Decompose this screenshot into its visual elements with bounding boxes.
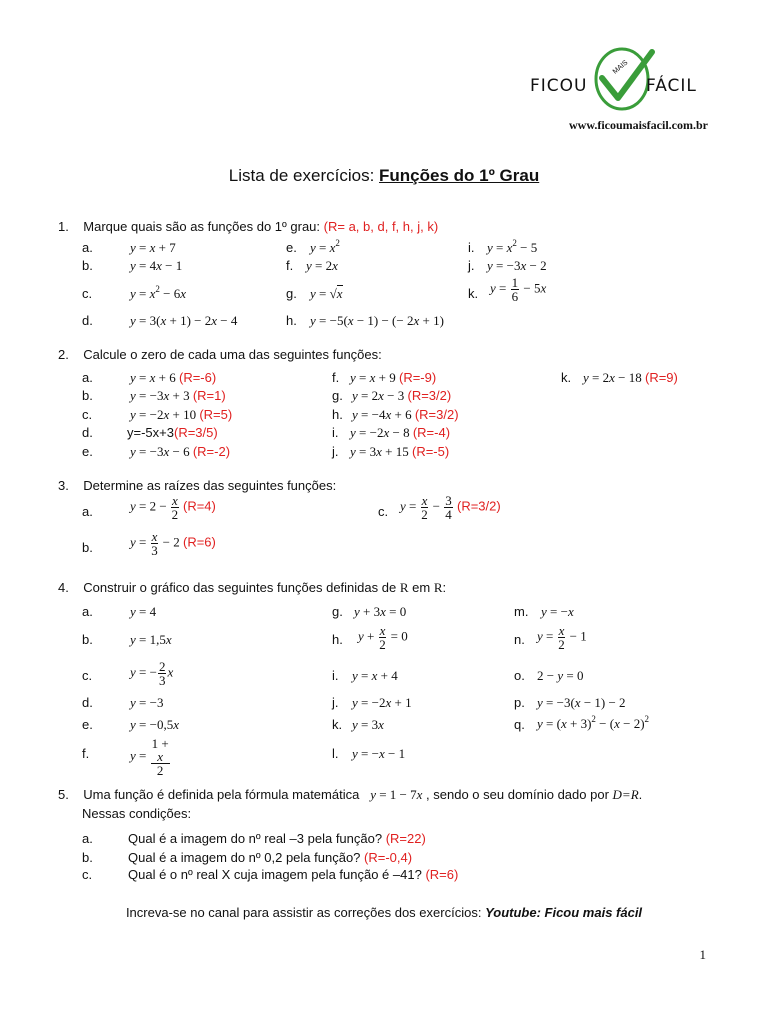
q1-b-expr: y = 4x − 1 [130, 258, 183, 273]
q4-e-expr: y = −0,5x [130, 717, 179, 732]
youtube-link[interactable]: Youtube: Ficou mais fácil [485, 905, 643, 920]
q2-b-expr: y = −3x + 3 (R=1) [130, 388, 226, 403]
q4-l-expr: y = −x − 1 [352, 746, 406, 761]
q5-heading: 5. Uma função é definida pela fórmula matemática y = 1 − 7x , sendo o seu domínio dado por D=R. [58, 787, 643, 802]
q1-k-expr: y = $\frac{1}{6}$ − 5x [490, 275, 547, 304]
q1-a: a. [82, 240, 93, 255]
q4-c: c. [82, 668, 93, 683]
q5-a-text: Qual é a imagem do nº real –3 pela função? (R=22) [128, 831, 426, 846]
page-number: 1 [699, 947, 706, 962]
q1-text: Marque quais são as funções do 1º grau: [83, 219, 321, 234]
q2-j: j. [332, 444, 339, 459]
q1-j: j. [468, 258, 475, 273]
q1-d-expr: y = 3(x + 1) − 2x − 4 [130, 313, 238, 328]
q3-b-expr: y = $\frac{x}{3}$ − 2 (R=6) [130, 529, 216, 558]
q1-d: d. [82, 313, 93, 328]
q4-c-expr: y = − $\frac{2}{3}$ x [130, 659, 174, 688]
q1-c-expr: $y = x^2 - 6x$ [130, 284, 187, 301]
q4-p-expr: y = −3(x − 1) − 2 [537, 695, 626, 710]
q1-e-expr: $y = x^2$ [310, 238, 340, 255]
q4-k-expr: y = 3x [352, 717, 384, 732]
q3-a-expr: y = 2 − $\frac{x}{2}$ (R=4) [130, 493, 216, 522]
website-url: www.ficoumaisfacil.com.br [569, 118, 708, 132]
q4-n-expr: y = $\frac{x}{2}$ − 1 [537, 623, 587, 652]
q2-g: g. [332, 388, 343, 403]
q4-n: n. [514, 632, 525, 647]
q2-i-expr: y = −2x − 8 (R=-4) [350, 425, 451, 440]
q1-g-expr: y = √x [310, 286, 343, 301]
q2-d-expr: y=-5x+3(R=3/5) [127, 425, 218, 440]
q3-a: a. [82, 504, 93, 519]
q1-heading [58, 219, 438, 234]
logo-badge: MAIS [611, 59, 630, 76]
q4-m: m. [514, 604, 529, 619]
q3-c-expr: y = $\frac{x}{2}$ − $\frac{3}{4}$ (R=3/2) [400, 493, 501, 522]
q1-f: f. [286, 258, 294, 273]
q2-c-expr: y = −2x + 10 (R=5) [130, 407, 233, 422]
q4-g: g. [332, 604, 343, 619]
q5-c-text: Qual é o nº real X cuja imagem pela função é –41? (R=6) [128, 867, 459, 882]
q2-k-expr: y = 2x − 18 (R=9) [583, 370, 678, 385]
q4-i: i. [332, 668, 339, 683]
q2-e-expr: y = −3x − 6 (R=-2) [130, 444, 231, 459]
q4-heading: 4. Construir o gráfico das seguintes funções definidas de R em R: [58, 580, 447, 595]
q2-k: k. [561, 370, 572, 385]
title-prefix: Lista de exercícios: [228, 166, 380, 185]
q3-c: c. [378, 504, 389, 519]
logo-text-right: FÁCIL [646, 76, 697, 96]
q2-h: h. [332, 407, 343, 422]
q2-a: a. [82, 370, 93, 385]
q2-i: i. [332, 425, 339, 440]
q4-g-expr: y + 3x = 0 [354, 604, 407, 619]
q4-i-expr: y = x + 4 [352, 668, 398, 683]
q4-b-expr: y = 1,5x [130, 632, 172, 647]
q4-o-expr: 2 − y = 0 [537, 668, 584, 683]
q4-j-expr: y = −2x + 1 [352, 695, 412, 710]
q4-b: b. [82, 632, 93, 647]
q4-f-expr: y = 1 + x 2 [130, 736, 169, 778]
q3-heading: 3. Determine as raízes das seguintes funções: [58, 478, 337, 493]
q4-q: q. [514, 717, 525, 732]
title-bold: Funções do 1º Grau [379, 166, 540, 185]
q5-c: c. [82, 867, 93, 882]
q1-i: i. [468, 240, 475, 255]
q5-b: b. [82, 850, 93, 865]
q1-number: 1. [58, 219, 69, 234]
q2-f-expr: y = x + 9 (R=-9) [350, 370, 437, 385]
q2-heading: 2. Calcule o zero de cada uma das seguintes funções: [58, 347, 382, 362]
q4-a: a. [82, 604, 93, 619]
q2-g-expr: y = 2x − 3 (R=3/2) [352, 388, 452, 403]
q3-b: b. [82, 540, 93, 555]
q1-c: c. [82, 286, 93, 301]
q2-f: f. [332, 370, 340, 385]
footer-note: Increva-se no canal para assistir as correções dos exercícios: Youtube: Ficou mais fácil [125, 905, 643, 920]
q5-subheading: Nessas condições: [82, 806, 192, 821]
q4-j: j. [332, 695, 339, 710]
q4-q-expr: $y = (x + 3)^2 - (x - 2)^2$ [537, 714, 650, 731]
q4-d: d. [82, 695, 93, 710]
logo-text-left: FICOU [530, 76, 588, 96]
q4-o: o. [514, 668, 525, 683]
q5-a: a. [82, 831, 93, 846]
page-title [0, 166, 768, 186]
q4-m-expr: y = −x [541, 604, 574, 619]
q1-h-expr: y = −5(x − 1) − (− 2x + 1) [310, 313, 444, 328]
q4-l: l. [332, 746, 339, 761]
q4-a-expr: y = 4 [130, 604, 157, 619]
q4-h-expr: y + $\frac{x}{2}$ = 0 [358, 623, 408, 652]
q4-e: e. [82, 717, 93, 732]
q2-d: d. [82, 425, 93, 440]
q2-j-expr: y = 3x + 15 (R=-5) [350, 444, 450, 459]
q2-b: b. [82, 388, 93, 403]
q2-a-expr: y = x + 6 (R=-6) [130, 370, 217, 385]
q1-f-expr: y = 2x [306, 258, 338, 273]
q1-e: e. [286, 240, 297, 255]
q2-h-expr: y = −4x + 6 (R=3/2) [352, 407, 459, 422]
q1-g: g. [286, 286, 297, 301]
q4-h: h. [332, 632, 343, 647]
q5-b-text: Qual é a imagem do nº 0,2 pela função? (R=-0,4) [128, 850, 413, 865]
q1-k: k. [468, 286, 479, 301]
q1-a-expr: y = x + 7 [130, 240, 176, 255]
q2-e: e. [82, 444, 93, 459]
q4-d-expr: y = −3 [130, 695, 164, 710]
q1-answer: (R= a, b, d, f, h, j, k) [323, 219, 439, 234]
q1-j-expr: y = −3x − 2 [487, 258, 547, 273]
q1-h: h. [286, 313, 297, 328]
q4-k: k. [332, 717, 343, 732]
q4-f: f. [82, 746, 90, 761]
logo [528, 46, 708, 116]
q2-c: c. [82, 407, 93, 422]
q1-i-expr: $y = x^2 - 5$ [487, 238, 538, 255]
q1-b: b. [82, 258, 93, 273]
q4-p: p. [514, 695, 525, 710]
